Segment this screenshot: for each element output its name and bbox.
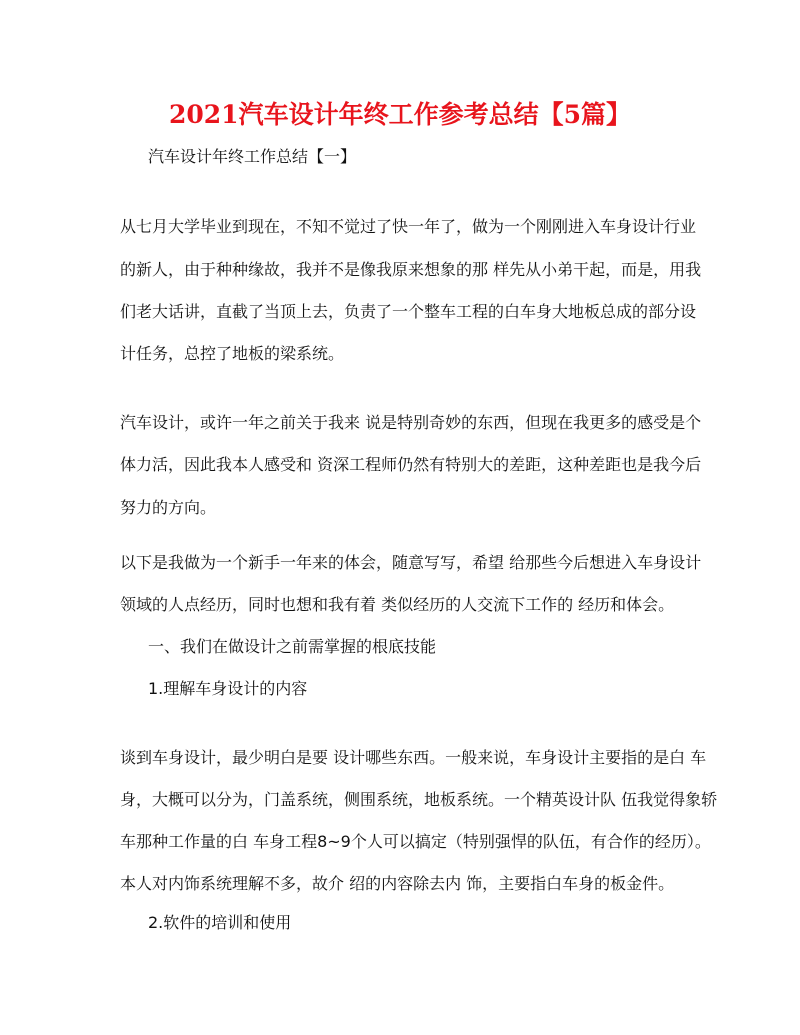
paragraph-2-line-3: 努力的方向。 (120, 498, 217, 517)
section-subtitle: 汽车设计年终工作总结【一】 (148, 147, 357, 166)
document-title: 2021汽车设计年终工作参考总结【5篇】 (169, 100, 631, 129)
heading-1-1: 1.理解车身设计的内容 (148, 679, 308, 698)
paragraph-3-line-1: 以下是我做为一个新手一年来的体会，随意写写，希望 给那些今后想进入车身设计 (120, 553, 702, 572)
paragraph-1-line-4: 计任务，总控了地板的梁系统。 (120, 344, 345, 363)
heading-1-2: 2.软件的培训和使用 (148, 913, 292, 932)
paragraph-3-line-2: 领域的人点经历，同时也想和我有着 类似经历的人交流下工作的 经历和体会。 (120, 595, 675, 614)
paragraph-1-line-2: 的新人，由于种种缘故，我并不是像我原来想象的那 样先从小弟干起，而是，用我 (120, 260, 702, 279)
paragraph-1-line-3: 们老大话讲，直截了当顶上去，负责了一个整车工程的白车身大地板总成的部分设 (120, 302, 697, 321)
paragraph-4-line-3: 车那种工作量的白 车身工程8~9个人可以搞定（特别强悍的队伍，有合作的经历）。 (120, 832, 711, 851)
paragraph-1-line-1: 从七月大学毕业到现在，不知不觉过了快一年了，做为一个刚刚进入车身设计行业 (120, 217, 697, 236)
paragraph-2-line-1: 汽车设计，或许一年之前关于我来 说是特别奇妙的东西，但现在我更多的感受是个 (120, 413, 702, 432)
paragraph-4-line-2: 身，大概可以分为，门盖系统，侧围系统，地板系统。一个精英设计队 伍我觉得象轿 (120, 790, 718, 809)
paragraph-4-line-1: 谈到车身设计，最少明白是要 设计哪些东西。一般来说，车身设计主要指的是白 车 (120, 748, 707, 767)
paragraph-4-line-4: 本人对内饰系统理解不多，故介 绍的内容除去内 饰，主要指白车身的板金件。 (120, 874, 675, 893)
paragraph-2-line-2: 体力活，因此我本人感受和 资深工程师仍然有特别大的差距，这种差距也是我今后 (120, 455, 702, 474)
heading-1: 一、我们在做设计之前需掌握的根底技能 (148, 637, 437, 656)
